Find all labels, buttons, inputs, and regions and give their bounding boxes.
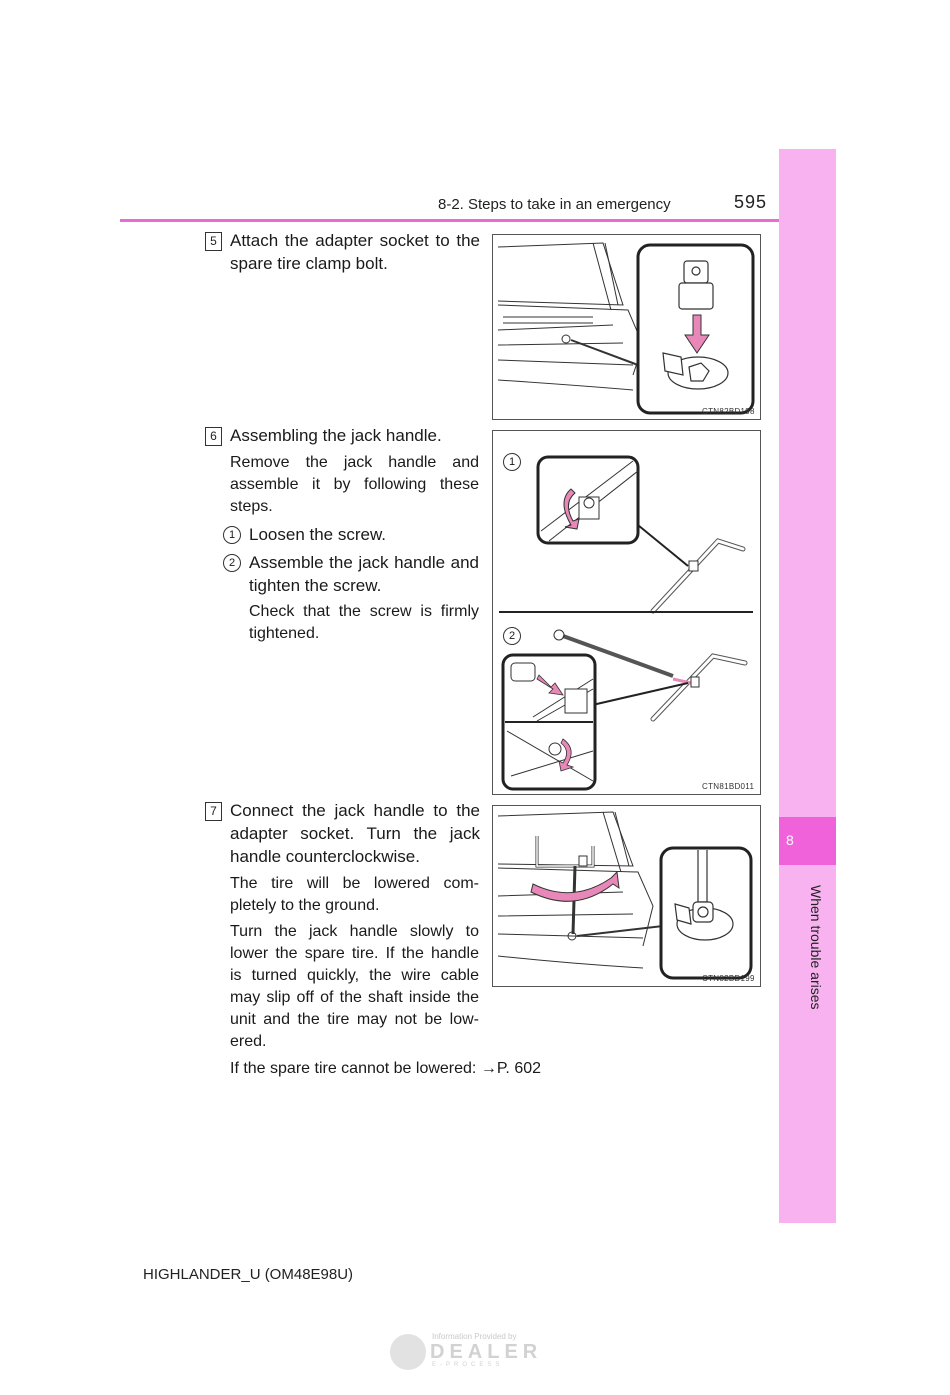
- substep-2-note: Check that the screw is firmly tightened.: [249, 603, 479, 642]
- substep-number-1: 1: [223, 526, 241, 544]
- cross-reference-text: If the spare tire cannot be lowered:: [230, 1060, 481, 1077]
- cross-reference: [230, 1058, 541, 1080]
- chapter-side-tab: [779, 149, 836, 1223]
- figure-jack-handle-assembly: [492, 430, 761, 795]
- jack-handle-illustration: [493, 431, 760, 794]
- substep-number-2: 2: [223, 554, 241, 572]
- figure-code: CTN81BD011: [702, 782, 755, 791]
- step-7-note-1: The tire will be lowered com-pletely to the ground.: [230, 875, 479, 914]
- step-number-7: 7: [205, 802, 222, 821]
- step-6-title: Assembling the jack handle.: [230, 426, 442, 445]
- step-5-title: Attach the adapter socket to the spare tire clamp bolt.: [230, 231, 480, 273]
- step-7-note-2: Turn the jack handle slowly to lower the spare tire. If the handle is turned quickly, the wire cable may slip off of the shaft inside the unit and the tire may not be low-ered.: [230, 923, 479, 1050]
- adapter-socket-illustration: [493, 235, 760, 419]
- chapter-number: 8: [786, 832, 794, 848]
- figure-label-2: 2: [503, 627, 521, 645]
- header-rule: [120, 219, 836, 222]
- figure-adapter-socket: [492, 234, 761, 420]
- substep-1-text: Loosen the screw.: [249, 525, 387, 544]
- substep-2-text: Assemble the jack handle and tighten the screw.: [249, 553, 479, 595]
- figure-code: CTN82BD198: [702, 407, 755, 416]
- dealer-logo-icon: [390, 1334, 426, 1370]
- cross-reference-page[interactable]: P. 602: [496, 1060, 542, 1077]
- watermark-provided-by: Information Provided by: [432, 1332, 517, 1341]
- watermark-tagline: E-PROCESS: [432, 1362, 504, 1368]
- figure-code: CTN82BD199: [702, 974, 755, 983]
- figure-label-1: 1: [503, 453, 521, 471]
- lower-spare-tire-illustration: [493, 806, 760, 986]
- step-number-5: 5: [205, 232, 222, 251]
- figure-lower-spare-tire: [492, 805, 761, 987]
- chapter-label: When trouble arises: [808, 885, 824, 1010]
- step-number-6: 6: [205, 427, 222, 446]
- section-title: 8-2. Steps to take in an emergency: [438, 196, 671, 213]
- watermark-brand: DEALER: [430, 1341, 543, 1363]
- page-number: 595: [734, 192, 768, 212]
- step-7-title: Connect the jack handle to the adapter socket. Turn the jack handle counterclockwise.: [230, 801, 480, 866]
- step-6-description: Remove the jack handle and assemble it by following these steps.: [230, 454, 479, 515]
- footer-model: HIGHLANDER_U (OM48E98U): [143, 1266, 354, 1283]
- arrow-icon: →: [480, 1060, 497, 1077]
